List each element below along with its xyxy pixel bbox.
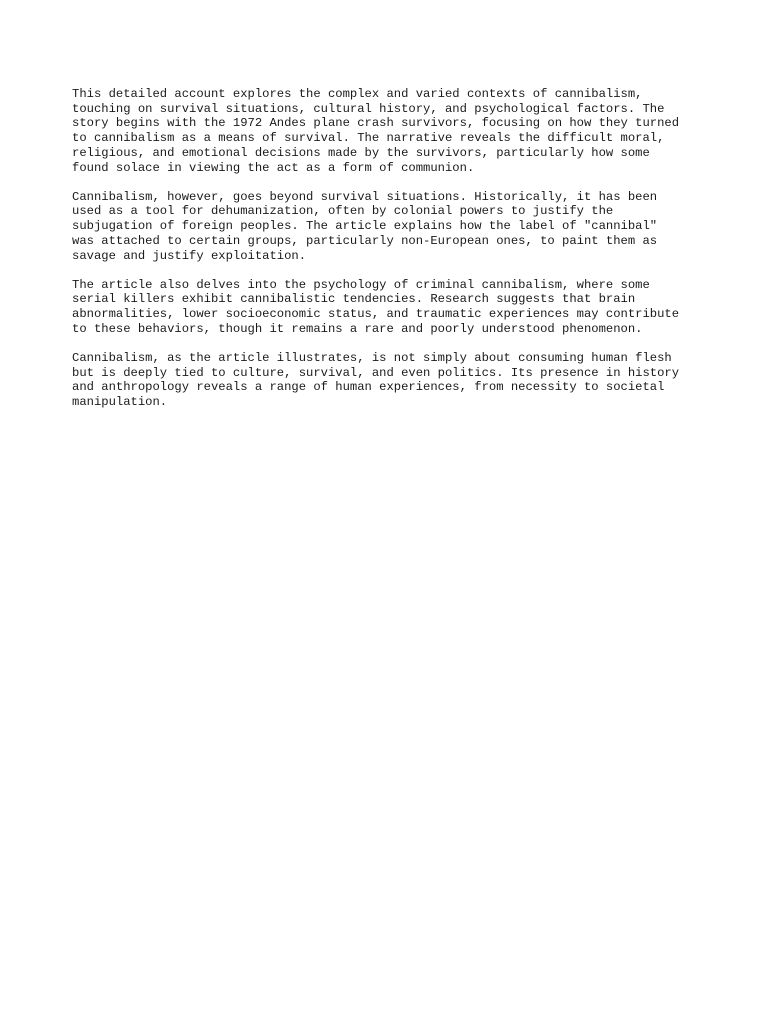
document-body [72, 87, 712, 424]
paragraph-4: Cannibalism, as the article illustrates, is not simply about consuming human flesh but is deeply tied to culture, survival, and even politics. Its presence in history and anthropology reveals a range of human experiences, from necessity to societal manipulation. [72, 351, 680, 410]
paragraph-1: This detailed account explores the complex and varied contexts of cannibalism, touching on survival situations, cultural history, and psychological factors. The story begins with the 1972 Andes plane crash survivors, focusing on how they turned to cannibalism as a means of survival. The narrative reveals the difficult moral, religious, and emotional decisions made by the survivors, particularly how some found solace in viewing the act as a form of communion. [72, 87, 680, 175]
paragraph-2: Cannibalism, however, goes beyond survival situations. Historically, it has been used as a tool for dehumanization, often by colonial powers to justify the subjugation of foreign peoples. The article explains how the label of "cannibal" was attached to certain groups, particularly non-European ones, to paint them as savage and justify exploitation. [72, 189, 658, 263]
paragraph-3: The article also delves into the psychology of criminal cannibalism, where some serial killers exhibit cannibalistic tendencies. Research suggests that brain abnormalities, lower socioeconomic status, and traumatic experiences may contribute to these behaviors, though it remains a rare and poorly understood phenomenon. [72, 277, 680, 336]
